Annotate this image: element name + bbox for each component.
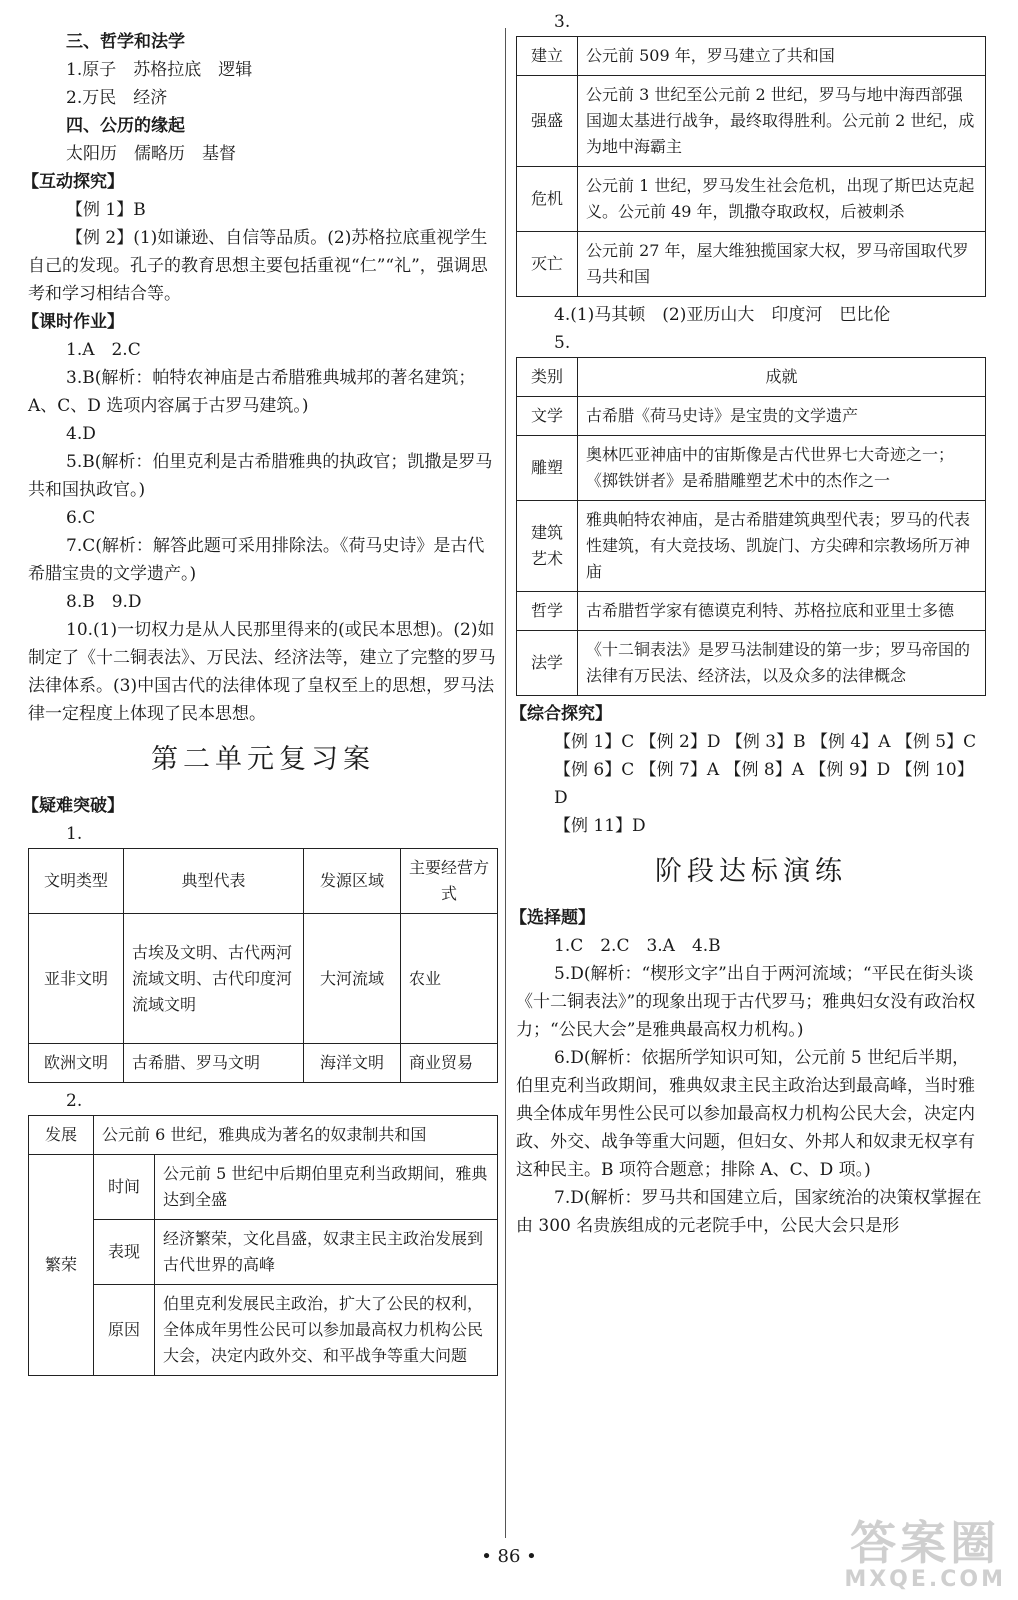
- table-cell: 危机: [517, 167, 578, 232]
- table-cell: 哲学: [517, 592, 578, 631]
- table-cell: 海洋文明: [304, 1044, 401, 1083]
- table-cell: 公元前 6 世纪，雅典成为著名的奴隶制共和国: [94, 1116, 498, 1155]
- synthesis-line-1: 【例 1】C 【例 2】D 【例 3】B 【例 4】A 【例 5】C: [554, 732, 977, 752]
- choice-title: 【选择题】: [510, 908, 595, 928]
- table-cell: 公元前 509 年，罗马建立了共和国: [578, 37, 986, 76]
- table-header: 发源区域: [304, 849, 401, 914]
- homework-10: 10.(1)一切权力是从人民那里得来的(或民本思想)。(2)如制定了《十二铜表法》、万民法、经济法等，建立了完整的罗马法律体系。(3)中国古代的法律体现了皇权至上的思想，罗马法律一定程度上体现了民本思想。: [28, 620, 496, 724]
- table-cell: 经济繁荣，文化昌盛，奴隶主民主政治发展到古代世界的高峰: [155, 1220, 498, 1285]
- greek-roman-culture-table: [516, 357, 986, 696]
- homework-7: 7.C(解析：解答此题可采用排除法。《荷马史诗》是古代希腊宝贵的文学遗产。): [28, 536, 485, 584]
- watermark-logo: 答案圈: [850, 1516, 1001, 1570]
- table-cell: 公元前 3 世纪至公元前 2 世纪，罗马与地中海西部强国迦太基进行战争，最终取得胜利。公元前 2 世纪，成为地中海霸主: [578, 76, 986, 167]
- homework-4: 4.D: [66, 424, 96, 444]
- section-4-title: 四、公历的缘起: [66, 116, 185, 136]
- watermark-url: MXQE.COM: [844, 1567, 1006, 1592]
- rome-table: [516, 36, 986, 297]
- homework-6: 6.C: [66, 508, 96, 528]
- table-cell: 繁荣: [29, 1155, 94, 1376]
- table-cell: 伯里克利发展民主政治，扩大了公民的权利，全体成年男性公民可以参加最高权力机构公民大会，决定内政外交、和平战争等重大问题: [155, 1285, 498, 1376]
- homework-title: 【课时作业】: [22, 312, 124, 332]
- table-cell: 时间: [94, 1155, 155, 1220]
- question-5-number: 5.: [554, 333, 571, 353]
- table-cell: 文学: [517, 397, 578, 436]
- table-cell: 欧洲文明: [29, 1044, 124, 1083]
- question-4: 4.(1)马其顿 (2)亚历山大 印度河 巴比伦: [554, 305, 891, 325]
- table-cell: 《十二铜表法》是罗马法制建设的第一步；罗马帝国的法律有万民法、经济法，以及众多的法律概念: [578, 631, 986, 696]
- table-header: 成就: [578, 358, 986, 397]
- table-cell: 雅典帕特农神庙，是古希腊建筑典型代表；罗马的代表性建筑，有大竞技场、凯旋门、方尖碑和宗教场所万神庙: [578, 501, 986, 592]
- table-cell: 强盛: [517, 76, 578, 167]
- table-cell: 亚非文明: [29, 914, 124, 1044]
- table-cell: 建筑艺术: [517, 501, 578, 592]
- table-cell: 农业: [401, 914, 498, 1044]
- choice-7: 7.D(解析：罗马共和国建立后，国家统治的决策权掌握在由 300 名贵族组成的元老院手中，公民大会只是形: [516, 1188, 982, 1236]
- table-cell: 公元前 5 世纪中后期伯里克利当政期间，雅典达到全盛: [155, 1155, 498, 1220]
- table-cell: 雕塑: [517, 436, 578, 501]
- section-3-line-1: 1.原子 苏格拉底 逻辑: [66, 60, 253, 80]
- homework-1: 1.A 2.C: [66, 340, 141, 360]
- table-cell: 古希腊、罗马文明: [124, 1044, 304, 1083]
- left-column: [22, 28, 498, 1376]
- table-header: 文明类型: [29, 849, 124, 914]
- example-1: 【例 1】B: [66, 200, 146, 220]
- homework-5: 5.B(解析：伯里克利是古希腊雅典的执政官；凯撒是罗马共和国执政官。): [28, 452, 493, 500]
- table-cell: 商业贸易: [401, 1044, 498, 1083]
- watermark: [844, 1518, 1006, 1592]
- section-3-title: 三、哲学和法学: [66, 32, 185, 52]
- interactive-title: 【互动探究】: [22, 172, 124, 192]
- page-number: • 86 •: [481, 1546, 537, 1567]
- table-cell: 古埃及文明、古代两河流域文明、古代印度河流域文明: [124, 914, 304, 1044]
- table-cell: 大河流域: [304, 914, 401, 1044]
- unit-review-title: 第二单元复习案: [151, 744, 375, 775]
- table-header: 主要经营方式: [401, 849, 498, 914]
- section-3-line-2: 2.万民 经济: [66, 88, 168, 108]
- question-1-number: 1.: [66, 824, 83, 844]
- table-cell: 原因: [94, 1285, 155, 1376]
- choice-6: 6.D(解析：依据所学知识可知，公元前 5 世纪后半期，伯里克利当政期间，雅典奴隶主民主政治达到最高峰，当时雅典全体成年男性公民可以参加最高权力机构公民大会，决定内政、外交、战争等重大问题，但妇女、外邦人和奴隶无权享有这种民主。B 项符合题意；排除 A、C、D 项。): [516, 1048, 975, 1180]
- difficult-title: 【疑难突破】: [22, 796, 124, 816]
- choice-5: 5.D(解析：“楔形文字”出自于两河流域；“平民在街头谈《十二铜表法》”的现象出现于古代罗马；雅典妇女没有政治权力；“公民大会”是雅典最高权力机构。): [516, 964, 976, 1040]
- civilization-table: [28, 848, 498, 1083]
- right-column: [510, 8, 986, 1240]
- synthesis-line-3: 【例 11】D: [554, 816, 646, 836]
- column-divider: [505, 28, 506, 1538]
- table-cell: 建立: [517, 37, 578, 76]
- example-2: 【例 2】(1)如谦逊、自信等品质。(2)苏格拉底重视学生自己的发现。孔子的教育思想主要包括重视“仁”“礼”，强调思考和学习相结合等。: [28, 228, 488, 304]
- homework-3: 3.B(解析：帕特农神庙是古希腊雅典城邦的著名建筑；A、C、D 选项内容属于古罗马建筑。): [28, 368, 476, 416]
- question-3-number: 3.: [554, 12, 571, 32]
- table-cell: 表现: [94, 1220, 155, 1285]
- table-cell: 古希腊哲学家有德谟克利特、苏格拉底和亚里士多德: [578, 592, 986, 631]
- table-header: 典型代表: [124, 849, 304, 914]
- synthesis-title: 【综合探究】: [510, 704, 612, 724]
- table-cell: 灭亡: [517, 232, 578, 297]
- athens-table: [28, 1115, 498, 1376]
- table-cell: 发展: [29, 1116, 94, 1155]
- table-cell: 古希腊《荷马史诗》是宝贵的文学遗产: [578, 397, 986, 436]
- choice-1: 1.C 2.C 3.A 4.B: [554, 936, 721, 956]
- homework-8: 8.B 9.D: [66, 592, 142, 612]
- table-cell: 公元前 1 世纪，罗马发生社会危机，出现了斯巴达克起义。公元前 49 年，凯撒夺取政权，后被刺杀: [578, 167, 986, 232]
- table-cell: 公元前 27 年，屋大维独揽国家大权，罗马帝国取代罗马共和国: [578, 232, 986, 297]
- question-2-number: 2.: [66, 1091, 83, 1111]
- table-header: 类别: [517, 358, 578, 397]
- stage-practice-title: 阶段达标演练: [655, 856, 847, 887]
- section-4-line-1: 太阳历 儒略历 基督: [66, 144, 236, 164]
- table-cell: 奥林匹亚神庙中的宙斯像是古代世界七大奇迹之一；《掷铁饼者》是希腊雕塑艺术中的杰作之一: [578, 436, 986, 501]
- table-cell: 法学: [517, 631, 578, 696]
- synthesis-line-2: 【例 6】C 【例 7】A 【例 8】A 【例 9】D 【例 10】D: [554, 760, 974, 808]
